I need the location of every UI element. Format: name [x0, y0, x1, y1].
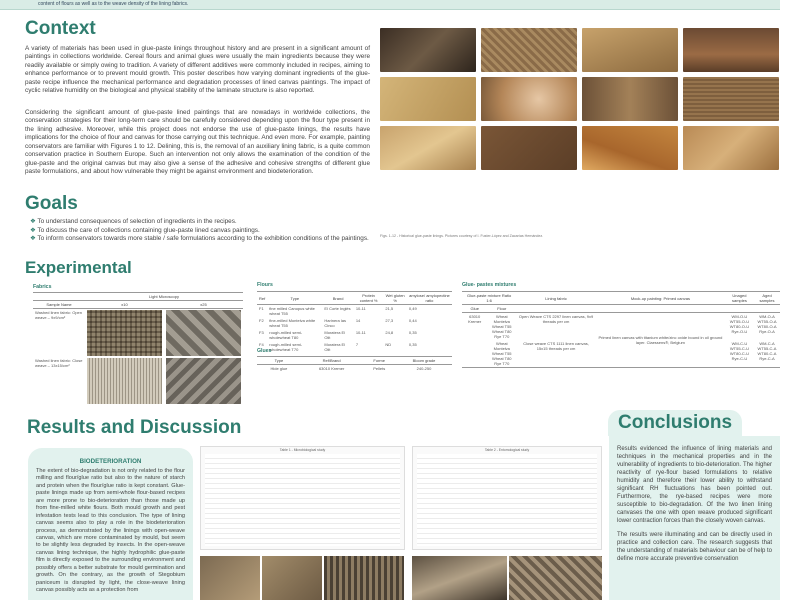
table-caption: Table 1 - Microbiological study	[279, 448, 326, 452]
conclusions-box	[609, 436, 780, 600]
fabrics-group-header: Light Microscopy	[85, 293, 243, 301]
table-cell: 27,3	[385, 318, 394, 323]
flours-table	[257, 291, 452, 353]
mix-fabric: Close weave CTS 1111 linen canvas, 15x15 threads per cm	[523, 341, 589, 351]
fabric-sample-name: Washed linen fabric: Open weave – 9x9/cm²	[35, 310, 82, 320]
table-cell: Harinera las Cinco	[324, 318, 346, 328]
list-item: Wheat Montelva	[493, 341, 510, 351]
table-cell: 7	[355, 342, 359, 347]
list-item: WT55-C-U	[729, 346, 749, 351]
table-row	[33, 309, 243, 357]
fabric-micrograph	[85, 357, 164, 405]
table-cell: Moratera El Olit	[324, 342, 346, 352]
table-body	[417, 454, 597, 546]
list-item: WM-C-U	[731, 341, 748, 346]
flours-col-header: Wet gluten %	[383, 292, 407, 305]
table-cell: 0,35	[408, 330, 417, 335]
mix-aged	[754, 313, 780, 341]
flours-col-header: Protein content %	[354, 292, 384, 305]
table-cell: ND	[385, 342, 392, 347]
fabrics-title: Fabrics	[33, 284, 52, 290]
sample-photo	[412, 556, 507, 600]
list-item: Wheat T80	[492, 329, 512, 334]
table-cell: 24,8	[385, 330, 394, 335]
glues-title: Glues	[257, 348, 272, 354]
lining-photo-grid	[380, 28, 780, 170]
glues-col-header: Type	[257, 357, 301, 365]
list-item: Rye-C-U	[731, 356, 748, 361]
mix-header-blank	[725, 305, 754, 313]
sample-photo	[509, 556, 602, 600]
table-cell: 240-250	[416, 366, 432, 371]
list-item: WM-O-A	[759, 314, 775, 319]
micrograph-image	[166, 358, 241, 404]
table-cell: Hide glue	[270, 366, 288, 371]
context-heading: Context	[25, 18, 96, 39]
flours-col-header: Ref	[257, 292, 267, 305]
mixtures-table	[462, 291, 780, 368]
mix-col-header: Lining fabric	[516, 292, 596, 305]
lining-photo	[481, 77, 577, 121]
table-cell: 0,44	[408, 318, 417, 323]
mix-flours	[487, 313, 516, 341]
table-row	[257, 317, 452, 329]
banner-text: content of flours as well as to the weave density of the lining fabrics.	[38, 1, 189, 7]
table-caption: Table 2 - Entomological study	[484, 448, 530, 452]
table-cell: El Corte Inglés	[324, 306, 351, 311]
microbiological-table	[200, 446, 405, 550]
experimental-heading: Experimental	[25, 258, 132, 277]
sample-photo	[200, 556, 260, 600]
table-cell: F3	[259, 330, 264, 335]
context-paragraph-1: A variety of materials has been used in glue-paste linings throughout history and are present in a significant amount of paintings in collections worldwide. Cereal flours and animal glues were usually the main ingredients because they were readily available or simply owing to tradition. A variety of different additives were commonly included in recipes, aiming to enhance performance or to prevent mould growth. This poster describes how varying dominant ingredients of the glue-paste recipe influence the mechanical performance and degradation processes of lined canvas paintings. The impact of cyclic relative humidity on the biological and physical stability of the laminate structure is also reported.	[25, 45, 370, 95]
list-item: WT80-O-U	[729, 324, 750, 329]
table-cell: 0,35	[408, 342, 417, 347]
table-row	[257, 329, 452, 341]
mix-unaged	[725, 340, 754, 368]
mix-mockup: Primed linen canvas with titanium white/zinc oxide bound in oil ground layer. Claessens®, Belgium	[598, 335, 723, 345]
table-cell: rough-milled semi-wholewheat T80	[269, 330, 303, 340]
fabrics-col-header: x25	[164, 301, 243, 309]
list-item: Wheat T80	[492, 356, 512, 361]
goal-item: ❖ To discuss the care of collections containing glue-paste lined canvas paintings.	[30, 227, 370, 236]
fabric-sample-name: Washed linen fabric: Close weave – 13x15/cm²	[35, 357, 83, 368]
table-cell: F2	[259, 318, 264, 323]
sample-photo	[262, 556, 322, 600]
fabric-micrograph	[85, 309, 164, 357]
table-cell: fine-milled Montelva white wheat T55	[269, 318, 316, 328]
glues-table	[257, 356, 452, 372]
mix-header-blank	[516, 305, 596, 313]
mix-sub-header: Flour	[487, 305, 516, 313]
mix-unaged	[725, 313, 754, 341]
biodeterioration-text: The extent of bio-degradation is not only related to the flour milling and flour/glue ratio but also to the nature of starch and protein when the flour/glue ratio is kept constant. Glue-paste linings made up from semi-whole flour-based recipes are more prone to bio-deterioration than those made up from fine-milled white flours. Both mould growth and pest infestation tests lead to this conclusion. The type of lining canvas seems also to play a role in the biodeterioration process, as demonstrated by the linings with open-weave canvas, which are more contaminated by mould, but seem to be slightly less degraded by insects. In the open-weave canvas lining technique, the highly hydrophilic glue-paste film is directly exposed to the surrounding environment and possibly offers a better substrate for mould germination and growth. On the contrary, as the growth of Stegobium paniceum is disrupted by light, the close-weave lining canvas possibly acts as a protection from	[36, 468, 185, 593]
table-cell: fine milled Canopus white wheat T55	[269, 306, 315, 316]
mixtures-title: Glue- pastes mixtures	[462, 282, 517, 288]
mix-fabric: Open Weave CTS 2297 linen canvas, 9x9 threads per cm	[518, 314, 594, 324]
conclusions-heading: Conclusions	[608, 410, 742, 436]
micrograph-image	[166, 310, 241, 356]
goal-item: ❖ To understand consequences of selection of ingredients in the recipes.	[30, 218, 370, 227]
mix-flours	[487, 340, 516, 368]
list-item: WM-O-U	[731, 314, 748, 319]
list-item: WT55-C-A	[757, 346, 777, 351]
table-cell: Moratera El Olit	[324, 330, 346, 340]
flours-col-header: Type	[267, 292, 322, 305]
mix-col-header: Mock-up painting: Primed canvas	[596, 292, 725, 305]
glues-col-header: Bloom grade	[396, 357, 452, 365]
table-cell: 10-11	[355, 330, 366, 335]
sample-photo	[324, 556, 404, 600]
fabric-micrograph	[164, 309, 243, 357]
fabrics-header-blank	[33, 293, 85, 301]
list-item: WT80-O-A	[757, 324, 777, 329]
mix-aged	[754, 340, 780, 368]
list-item: Wheat T55	[492, 351, 512, 356]
list-item: Rye-C-A	[759, 356, 775, 361]
table-cell: Pellets	[373, 366, 386, 371]
table-cell: 14	[355, 318, 361, 323]
list-item: WT55-O-U	[729, 319, 750, 324]
glues-col-header: Forme	[362, 357, 396, 365]
lining-photo	[380, 77, 476, 121]
list-item: Rye T70	[494, 334, 510, 339]
table-cell: 21,5	[385, 306, 394, 311]
fabrics-col-header: x10	[85, 301, 164, 309]
lining-photo	[481, 126, 577, 170]
mix-sub-header: Glue	[462, 305, 487, 313]
table-cell: 63010 Kremer	[318, 366, 345, 371]
results-heading: Results and Discussion	[27, 417, 242, 438]
table-cell: F1	[259, 306, 264, 311]
top-banner	[0, 0, 780, 10]
goals-list	[30, 218, 370, 244]
table-row	[257, 305, 452, 318]
mix-col-header: Aged samples	[754, 292, 780, 305]
table-body	[205, 454, 400, 546]
micrograph-image	[87, 310, 162, 356]
list-item: Rye T70	[494, 361, 510, 366]
conclusions-paragraph-2: The results were illuminating and can be directly used in practice and collection care. The research suggests that the understanding of materials behaviour can be of help to define more accurate preventive conservation	[617, 531, 772, 562]
fabrics-table	[33, 292, 243, 405]
table-row	[462, 313, 780, 341]
mix-col-header: Unaged samples	[725, 292, 754, 305]
lining-photo	[582, 28, 678, 72]
flours-col-header: Brand	[322, 292, 353, 305]
goal-item: ❖ To inform conservators towards more stable / safe formulations according to the exhibition conditions of the paintings.	[30, 235, 370, 244]
table-cell: 0,49	[408, 306, 417, 311]
flours-col-header: amylose/ amylopectine ratio	[407, 292, 452, 305]
list-item: Rye-O-A	[759, 329, 775, 334]
lining-photo	[683, 126, 779, 170]
table-row	[257, 365, 452, 373]
list-item: WT80-C-A	[757, 351, 777, 356]
table-cell: F4	[259, 342, 264, 347]
mix-col-header: Glue-paste mixture Ratio 1:6	[462, 292, 516, 305]
mix-header-blank	[754, 305, 780, 313]
conclusions-paragraph-1: Results evidenced the influence of lining materials and techniques in the mechanical properties and in the vulnerability of ingredients to bio-deterioration. The higher reactivity of rye-flour based formulations to relative humidity and therefore their lower ability to withstand significant RH fluctuations has been pointed out. Furthermore, the rye-based recipes were more susceptible to bio-degradation. Of the two linen lining canvases the one with open weave produced significant lower contraction forces than the closely woven canvas.	[617, 446, 772, 524]
lining-photo	[380, 126, 476, 170]
list-item: Rye-O-U	[731, 329, 748, 334]
list-item: Wheat Montelva	[493, 314, 510, 324]
list-item: Wheat T55	[492, 324, 512, 329]
list-item: WT80-C-U	[729, 351, 749, 356]
lining-photo	[582, 126, 678, 170]
fabrics-col-header: Sample Name	[33, 301, 85, 309]
fabric-micrograph	[164, 357, 243, 405]
mix-header-blank	[596, 305, 725, 313]
mix-glue: 63010 Kremer	[468, 314, 482, 324]
flours-title: Flours	[257, 282, 273, 288]
micrograph-image	[87, 358, 162, 404]
table-row	[33, 357, 243, 405]
list-item: WT55-O-A	[757, 319, 777, 324]
list-item: WM-C-A	[759, 341, 775, 346]
biodeterioration-box	[28, 448, 193, 600]
table-cell: 10-11	[355, 306, 366, 311]
lining-photo	[380, 28, 476, 72]
biodeterioration-title: BIODETERIORATION	[79, 458, 142, 465]
table-row	[257, 341, 452, 353]
lining-photo	[481, 28, 577, 72]
entomological-table	[412, 446, 602, 550]
lining-photo	[683, 28, 779, 72]
goals-heading: Goals	[25, 193, 78, 214]
figure-caption: Figs. 1-12 - Historical glue-paste linings. Pictures courtesy of I. Fuster-López and Zacarías Hernández.	[380, 234, 544, 238]
glues-col-header: Ref/Brand	[301, 357, 363, 365]
context-paragraph-2: Considering the significant amount of glue-paste lined paintings that are nowadays in worldwide collections, the conservation strategies for their long-term care should be carefully considered depending upon the flour type present in the lining adhesive. Moreover, while this project does not endorse the use of glue-paste linings, the results have implications for the choice of flour and canvas for those carrying out this technique. And even more. For example, painting conservators are familiar with Figures 1 to 12. Delining, this is, the removal of an auxiliary lining fabric, is a quite common conservation practice in Southern Europe. Such an intervention not only allows the examination of the condition of the glue-paste and the original canvas but may also give a sense of the adhesive and cohesive strengths of different glue paste formulations, and about how vulnerable they might be against environment and biodeterioration.	[25, 109, 370, 176]
table-cell: rough-milled semi-wholewheat T70	[269, 342, 303, 352]
lining-photo	[683, 77, 779, 121]
lining-photo	[582, 77, 678, 121]
